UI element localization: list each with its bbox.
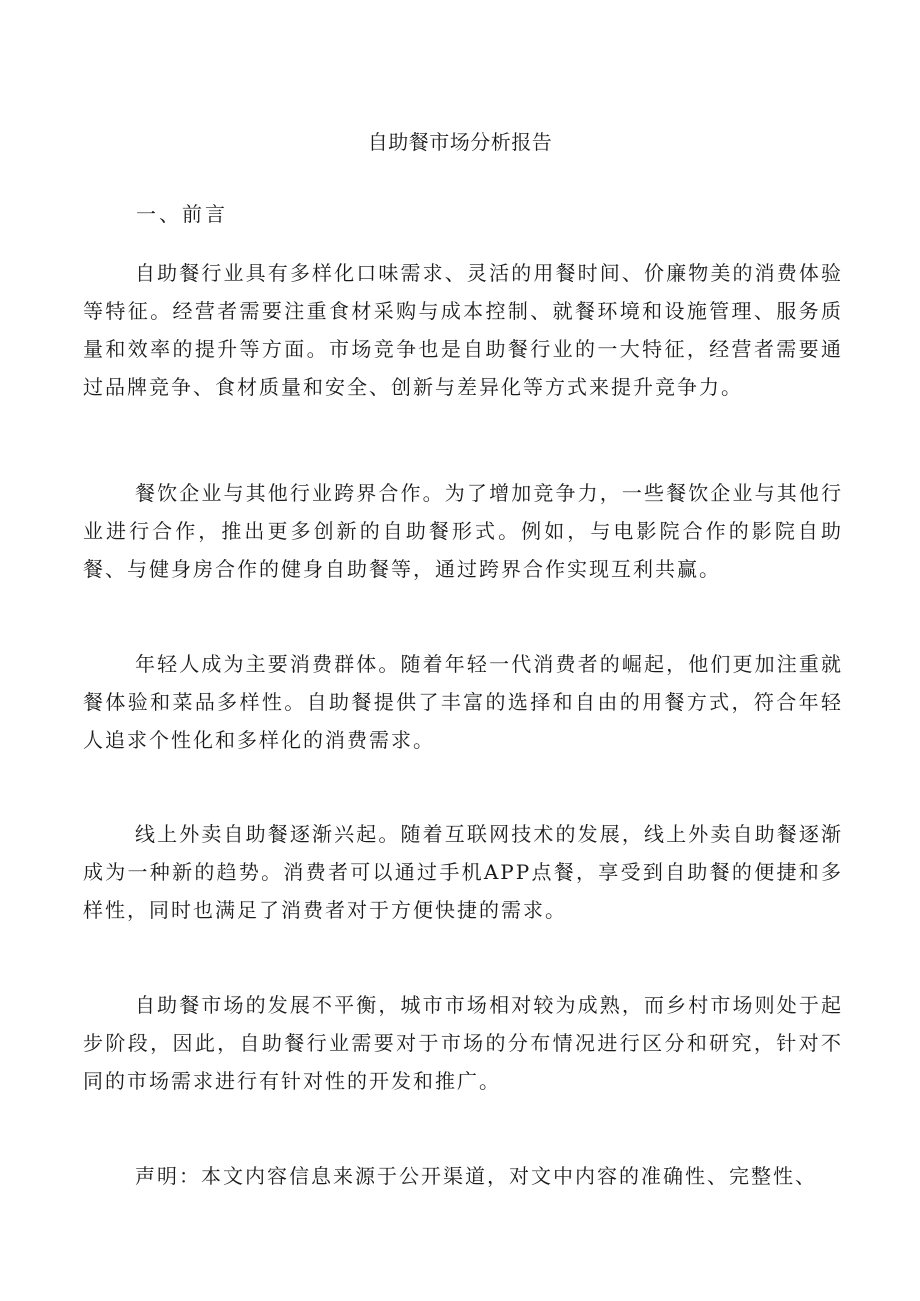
paragraph-3: 年轻人成为主要消费群体。随着年轻一代消费者的崛起，他们更加注重就餐体验和菜品多样性。自助餐提供了丰富的选择和自由的用餐方式，符合年轻人追求个性化和多样化的消费需求。 <box>83 652 843 752</box>
paragraph-4: 线上外卖自助餐逐渐兴起。随着互联网技术的发展，线上外卖自助餐逐渐成为一种新的趋势。消费者可以通过手机APP点餐，享受到自助餐的便捷和多样性，同时也满足了消费者对于方便快捷的需求。 <box>83 822 843 922</box>
section-heading: 一、前言 <box>136 202 228 226</box>
paragraph-1: 自助餐行业具有多样化口味需求、灵活的用餐时间、价廉物美的消费体验等特征。经营者需要注重食材采购与成本控制、就餐环境和设施管理、服务质量和效率的提升等方面。市场竞争也是自助餐行业的一大特征，经营者需要通过品牌竞争、食材质量和安全、创新与差异化等方式来提升竞争力。 <box>83 261 843 399</box>
paragraph-2: 餐饮企业与其他行业跨界合作。为了增加竞争力，一些餐饮企业与其他行业进行合作，推出更多创新的自助餐形式。例如，与电影院合作的影院自助餐、与健身房合作的健身自助餐等，通过跨界合作实现互利共赢。 <box>83 481 843 581</box>
paragraph-5: 自助餐市场的发展不平衡，城市市场相对较为成熟，而乡村市场则处于起步阶段，因此，自助餐行业需要对于市场的分布情况进行区分和研究，针对不同的市场需求进行有针对性的开发和推广。 <box>83 993 843 1093</box>
document-title: 自助餐市场分析报告 <box>367 130 553 154</box>
disclaimer-paragraph: 声明：本文内容信息来源于公开渠道，对文中内容的准确性、完整性、 <box>135 1164 817 1188</box>
